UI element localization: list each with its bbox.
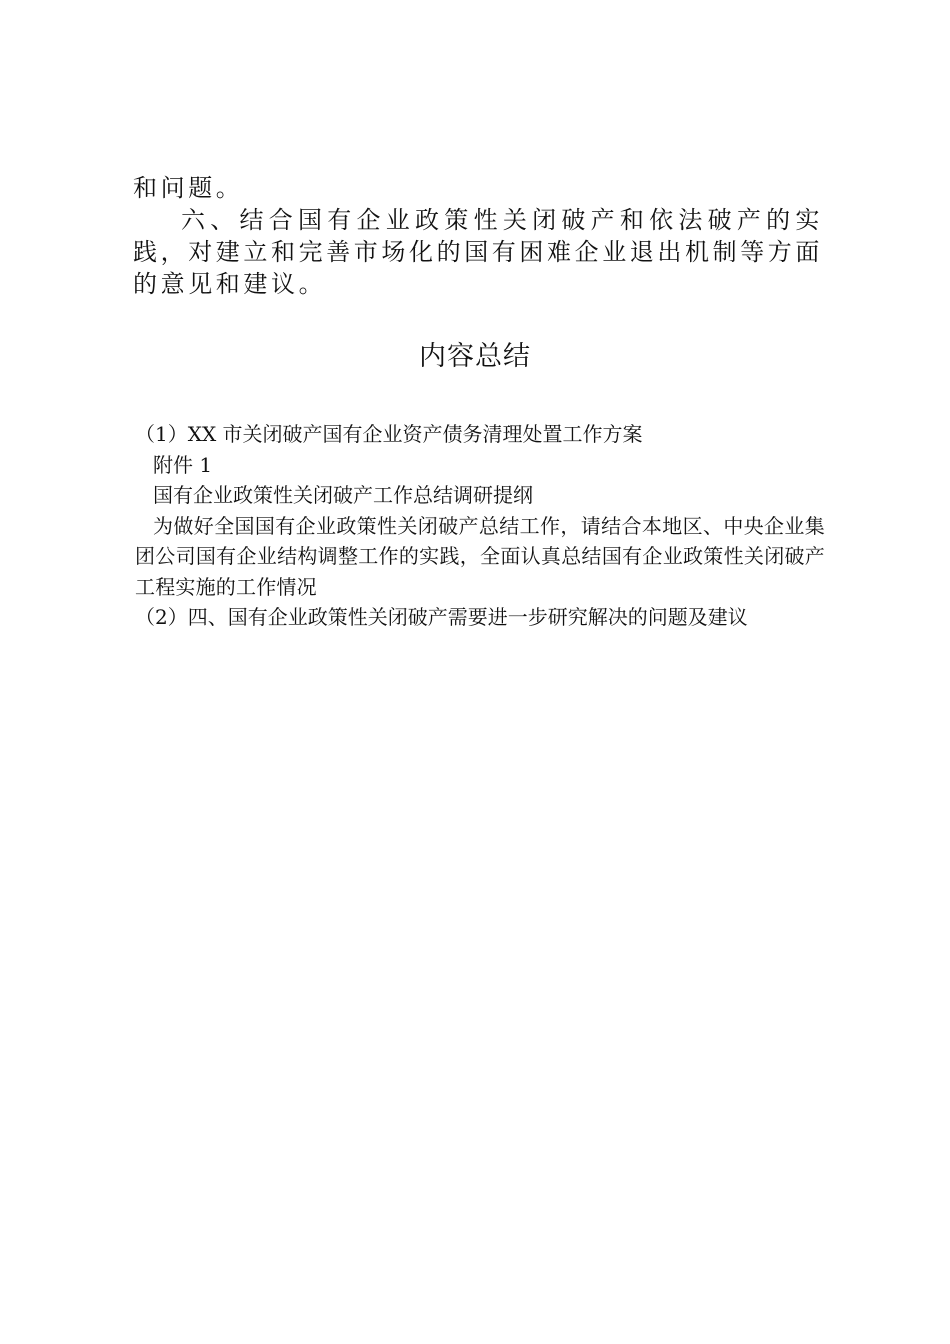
intro-paragraph: 为做好全国国有企业政策性关闭破产总结工作，请结合本地区、中央企业集团公司国有企业结构调整工作的实践，全面认真总结国有企业政策性关闭破产工程实施的工作情况: [135, 513, 825, 599]
section-six-paragraph: 六、结合国有企业政策性关闭破产和依法破产的实践，对建立和完善市场化的国有困难企业退出机制等方面的意见和建议。: [133, 206, 823, 298]
outline-title: 国有企业政策性关闭破产工作总结调研提纲: [153, 483, 533, 507]
attachment-label: 附件 1: [153, 452, 213, 477]
summary-section: [135, 419, 825, 633]
continued-text: 和问题。: [133, 174, 244, 202]
summary-item-2: （2）四、国有企业政策性关闭破产需要进一步研究解决的问题及建议: [135, 605, 748, 629]
summary-item-1: （1）XX 市关闭破产国有企业资产债务清理处置工作方案: [135, 422, 643, 446]
summary-heading: 内容总结: [419, 341, 531, 372]
